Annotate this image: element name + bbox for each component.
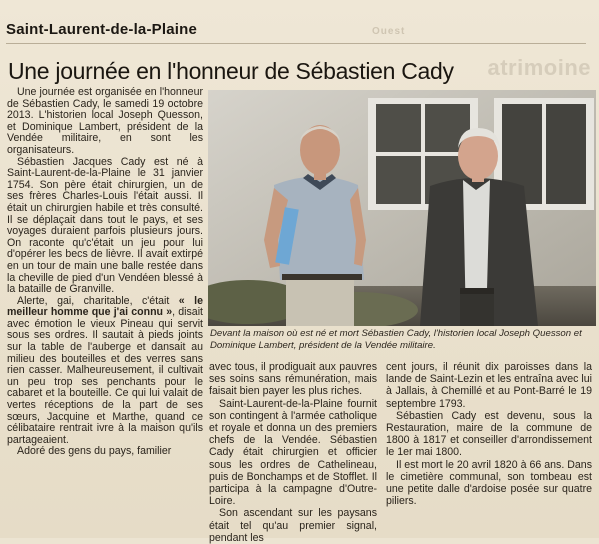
article-column-2: [209, 361, 377, 544]
paragraph-text: , disait avec émotion le vieux Pineau qui servit sous ses ordres. Il sautait à pieds joints sur la table de l'auberge et dansait au milieu des bouteilles et des verres sans rien casser. Malheureusement, il cultivait un peu trop ses penchants pour le cabaret et la bouteille. Ce qui lui valait de vertes réceptions de la part de ses sœurs, Jacquine et Marthe, quand ce célibataire rentrait ivre à la maison qu'ils partageaient.: [7, 306, 203, 446]
paragraph: Sébastien Jacques Cady est né à Saint-Laurent-de-la-Plaine le 31 janvier 1754. Son père était chirurgien, un de ses frères Charles-Louis l'était aussi. Il était un chirurgien habile et très consulté. Il se déplaçait dans tout le pays, et ses voyages duraient parfois plusieurs jours. On raconte qu'c'était un jeu pour lui d'opérer les becs de lièvre. Il avait extirpé en un tour de main une balle restée dans la cheville de pied d'un Vendéen blessé à la bataille de Granville.: [7, 155, 203, 296]
paragraph: Saint-Laurent-de-la-Plaine fournit son contingent à l'armée catholique et royale et donna un des premiers chefs de la Vendée. Sébastien Cady était chirurgien et officier sous les ordres de Cathelineau, puis de Bonchamps et de Stofflet. Il participa à la campagne d'Outre-Loire.: [209, 397, 377, 508]
paragraph: [7, 296, 203, 447]
paragraph: Sébastien Cady est devenu, sous la Restauration, maire de la commune de 1800 à 1817 et conseiller d'arrondissement le 1er mai 1800.: [386, 409, 592, 459]
article-headline: Une journée en l'honneur de Sébastien Cady: [8, 58, 454, 84]
paragraph: Adoré des gens du pays, familier: [17, 445, 172, 458]
article-photo: [208, 90, 596, 326]
paragraph: cent jours, il réunit dix paroisses dans la lande de Saint-Lezin et les entraîna avec lui à Jallais, à Chemillé et au Pont-Barré le 19 septembre 1793.: [386, 361, 592, 410]
pull-quote: « le meilleur homme que j'ai connu »: [7, 294, 203, 319]
photo-caption: Devant la maison où est né et mort Sébastien Cady, l'historien local Joseph Quesson et Dominique Lambert, président de la Vendée militaire.: [210, 328, 582, 351]
locality-heading: Saint-Laurent-de-la-Plaine: [6, 21, 198, 38]
article-column-1: [7, 87, 203, 458]
paragraph: Son ascendant sur les paysans était tel qu'au premier signal, pendant les: [209, 507, 377, 544]
paragraph: Une journée est organisée en l'honneur de Sébastien Cady, le samedi 19 octobre 2013. L'historien local Joseph Quesson, et Dominique Lambert, président de la Vendée militaire, en sont les organisateurs.: [7, 86, 203, 156]
paragraph: avec tous, il prodiguait aux pauvres ses soins sans rémunération, mais faisait bien payer les plus riches.: [209, 361, 377, 398]
bleed-through-text-small: Ouest: [372, 26, 406, 37]
paragraph-text: Alerte, gai, charitable, c'était: [17, 294, 179, 307]
heading-rule: [6, 43, 586, 44]
paragraph: Il est mort le 20 avril 1820 à 66 ans. Dans le cimetière communal, son tombeau est une petite dalle d'ardoise posée sur quatre piliers.: [386, 458, 592, 508]
bleed-through-text: atrimoine: [487, 55, 591, 80]
article-column-3: [386, 361, 592, 507]
